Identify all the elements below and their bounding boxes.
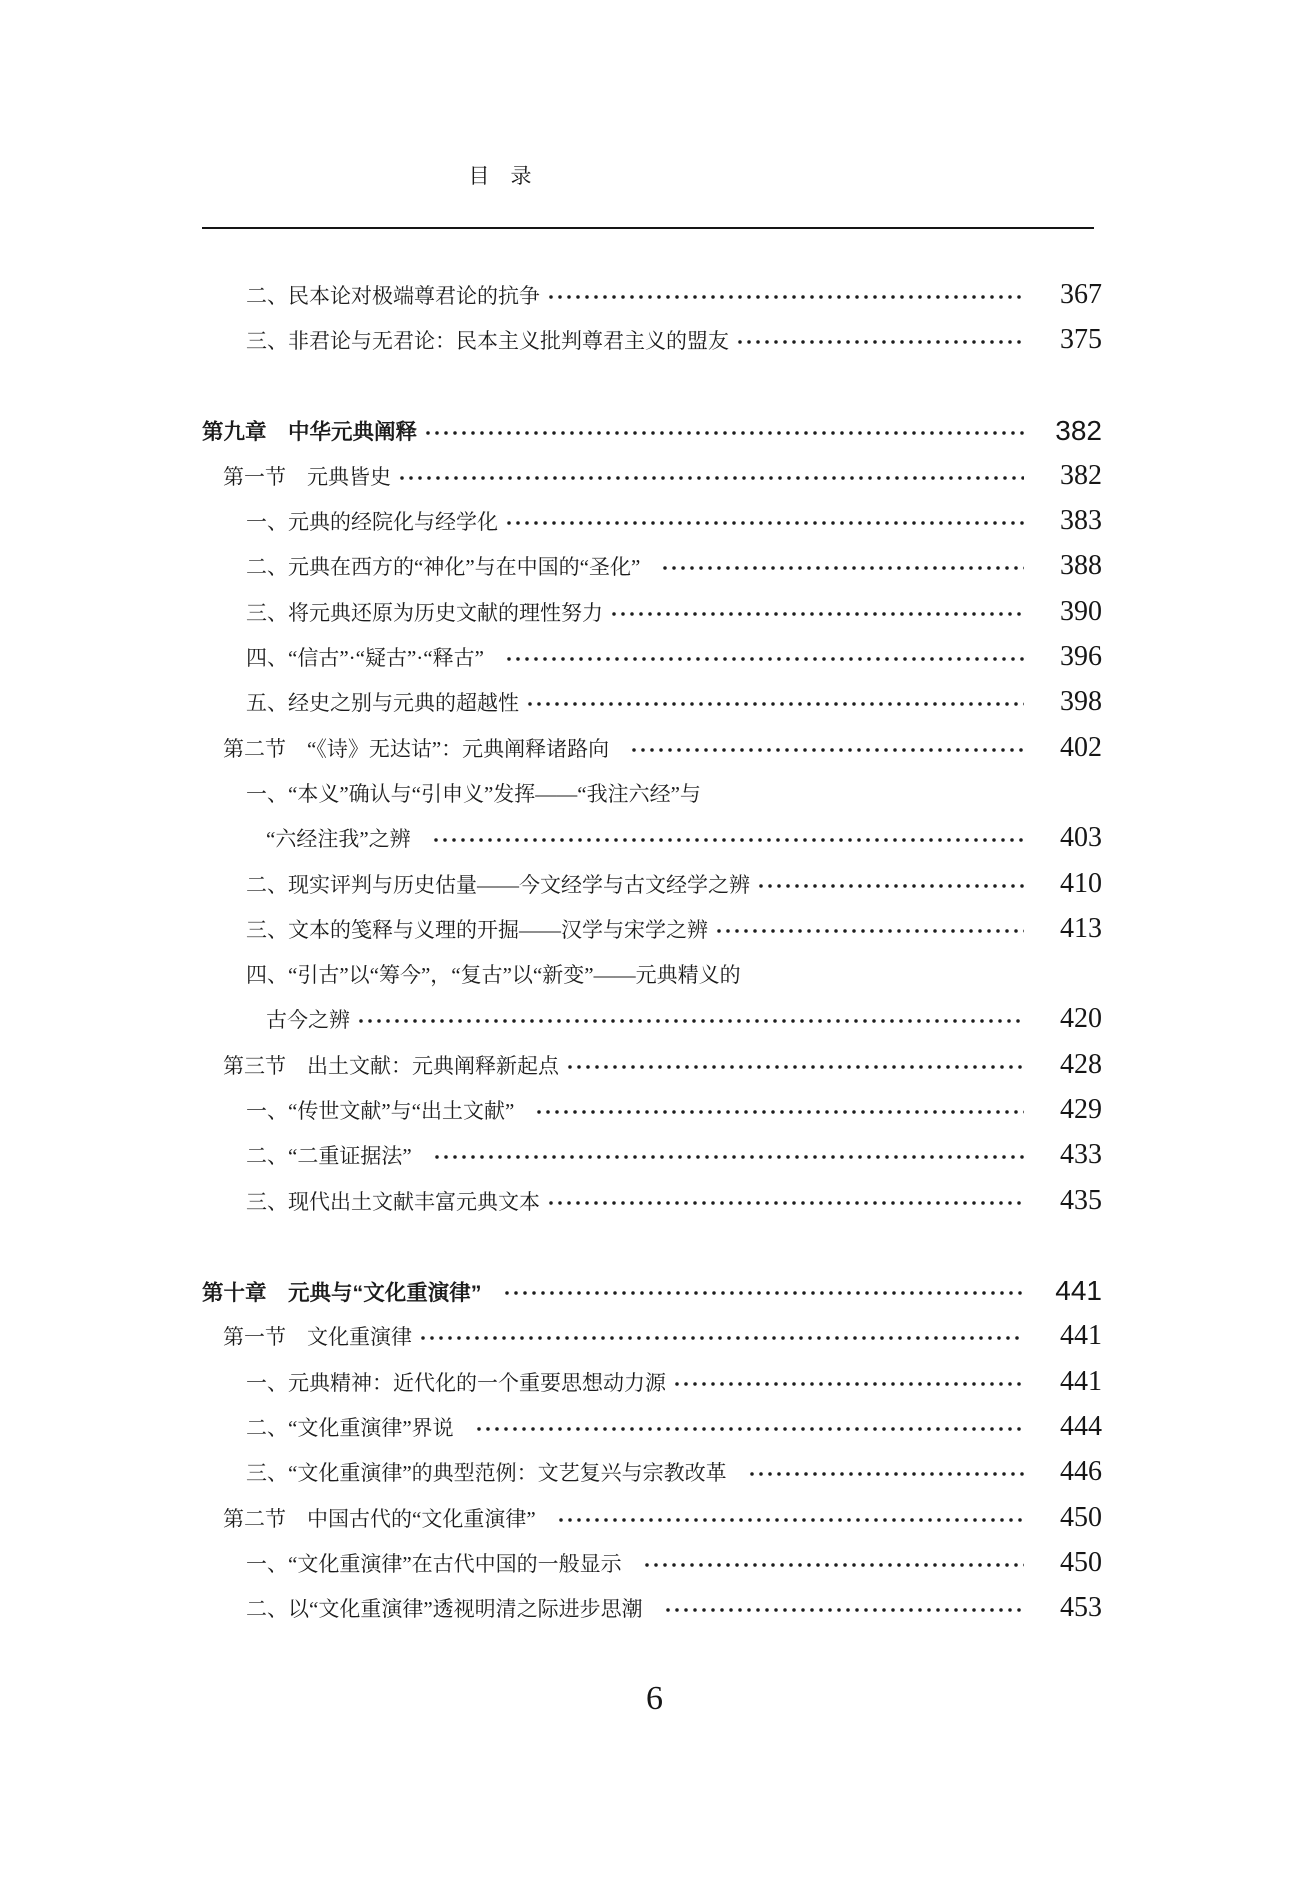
- toc-entry: [200, 1178, 1102, 1223]
- toc-entry-page: 410: [1060, 867, 1102, 899]
- toc-entry-page: 429: [1060, 1093, 1102, 1125]
- toc-entry-text: 第三节 出土文献：元典阐释新起点: [223, 1053, 559, 1078]
- toc-entry: [200, 453, 1102, 498]
- toc-entry-page: 450: [1060, 1546, 1102, 1578]
- dotted-leader: [548, 1200, 1024, 1206]
- toc-entry: [200, 1540, 1102, 1585]
- page-title: 目 录: [468, 164, 532, 188]
- dotted-leader: [420, 1335, 1024, 1341]
- toc-entry-text: 三、“文化重演律”的典型范例：文艺复兴与宗教改革: [246, 1461, 727, 1486]
- toc-entry-text: 四、“引古”以“筹今”，“复古”以“新变”——元典精义的: [246, 963, 741, 988]
- dotted-leader: [749, 1471, 1024, 1477]
- toc-entry: [200, 1042, 1102, 1087]
- toc-entry-text: 二、以“文化重演律”透视明清之际进步思潮: [246, 1597, 643, 1622]
- toc-entry-text: 一、元典的经院化与经学化: [246, 510, 498, 535]
- toc-entry-text: 二、现实评判与历史估量——今文经学与古文经学之辨: [246, 872, 750, 897]
- toc-entry-text: 四、“信古”·“疑古”·“释古”: [246, 646, 484, 671]
- toc-entry: [200, 544, 1102, 589]
- toc-entry-page: 388: [1060, 550, 1102, 582]
- footer-page-number: 6: [646, 1680, 663, 1717]
- dotted-leader: [737, 339, 1024, 345]
- dotted-leader: [433, 837, 1024, 843]
- toc-entry: [200, 1450, 1102, 1495]
- toc-entry: [200, 725, 1102, 770]
- dotted-leader: [536, 1109, 1024, 1115]
- toc-entry-text: 三、非君论与无君论：民本主义批判尊君主义的盟友: [246, 328, 729, 353]
- toc-entry-page: 435: [1060, 1184, 1102, 1216]
- toc-entry: [200, 272, 1102, 317]
- toc-entry-page: 441: [1060, 1320, 1102, 1352]
- toc-entry: [200, 1359, 1102, 1404]
- dotted-leader: [548, 294, 1024, 300]
- toc-entry-text: 第九章 中华元典阐释: [202, 420, 418, 445]
- toc-entry-page: 441: [1060, 1365, 1102, 1397]
- toc-entry: [200, 997, 1102, 1042]
- toc-entry-page: 383: [1060, 505, 1102, 537]
- toc-entry-text: 第十章 元典与“文化重演律”: [202, 1280, 482, 1305]
- dotted-leader: [476, 1426, 1024, 1432]
- dotted-leader: [527, 701, 1024, 707]
- dotted-leader: [558, 1517, 1024, 1523]
- toc-entry: [200, 317, 1102, 362]
- toc-entry: [200, 951, 1102, 996]
- toc-entry-page: 403: [1060, 822, 1102, 854]
- toc-entry-text: 第二节 中国古代的“文化重演律”: [223, 1506, 536, 1531]
- toc-entry-page: 402: [1060, 731, 1102, 763]
- toc-entry: [200, 1586, 1102, 1631]
- toc-entry-text: 三、现代出土文献丰富元典文本: [246, 1189, 540, 1214]
- dotted-leader: [644, 1562, 1024, 1568]
- toc-entry-text: 二、“文化重演律”界说: [246, 1416, 454, 1441]
- dotted-leader: [662, 565, 1024, 571]
- dotted-leader: [506, 656, 1024, 662]
- toc-entry-text: 一、“传世文献”与“出土文献”: [246, 1098, 515, 1123]
- toc-entry-text: 二、元典在西方的“神化”与在中国的“圣化”: [246, 555, 641, 580]
- toc-entry-page: 450: [1060, 1501, 1102, 1533]
- toc-entry: [200, 1404, 1102, 1449]
- toc-entry-text: 第一节 文化重演律: [223, 1325, 412, 1350]
- dotted-leader: [567, 1064, 1024, 1070]
- dotted-leader: [611, 611, 1024, 617]
- header-rule: [202, 227, 1094, 229]
- toc-entry: [200, 770, 1102, 815]
- toc-entry-page: 367: [1060, 278, 1102, 310]
- toc-entry: [200, 1314, 1102, 1359]
- toc-entry: [200, 861, 1102, 906]
- dotted-leader: [758, 883, 1024, 889]
- toc-entry-text: 第一节 元典皆史: [223, 464, 391, 489]
- toc-entry: [200, 589, 1102, 634]
- dotted-leader: [631, 747, 1024, 753]
- toc-entry: [200, 498, 1102, 543]
- dotted-leader: [665, 1607, 1024, 1613]
- toc-entry-page: 444: [1060, 1411, 1102, 1443]
- dotted-leader: [506, 520, 1024, 526]
- dotted-leader: [399, 475, 1024, 481]
- toc-entry-page: 441: [1055, 1275, 1102, 1307]
- toc-entry-page: 375: [1060, 323, 1102, 355]
- toc-entry-page: 413: [1060, 912, 1102, 944]
- toc-entry-text: 二、民本论对极端尊君论的抗争: [246, 283, 540, 308]
- toc-entry-page: 382: [1055, 414, 1102, 446]
- toc-entry: [200, 1133, 1102, 1178]
- toc-entry-page: 420: [1060, 1003, 1102, 1035]
- toc-entry-text: 第二节 “《诗》无达诂”：元典阐释诸路向: [223, 736, 610, 761]
- toc-entry-page: 398: [1060, 686, 1102, 718]
- toc-entry-text: 二、“二重证据法”: [246, 1144, 412, 1169]
- toc-entry-page: 390: [1060, 595, 1102, 627]
- toc-entry: [200, 680, 1102, 725]
- toc-entry: [200, 1269, 1102, 1314]
- dotted-leader: [674, 1381, 1024, 1387]
- toc-entry-page: 446: [1060, 1456, 1102, 1488]
- toc-entry-text: “六经注我”之辨: [266, 827, 411, 852]
- toc-entry-text: 三、文本的笺释与义理的开掘——汉学与宋学之辨: [246, 917, 708, 942]
- toc-entries: [200, 272, 1102, 1631]
- dotted-leader: [425, 430, 1024, 436]
- toc-entry: [200, 906, 1102, 951]
- dotted-leader: [358, 1018, 1024, 1024]
- toc-entry-page: 396: [1060, 641, 1102, 673]
- toc-entry-text: 一、“文化重演律”在古代中国的一般显示: [246, 1551, 622, 1576]
- toc-entry: [200, 408, 1102, 453]
- toc-entry-text: 古今之辨: [266, 1008, 350, 1033]
- toc-entry: [200, 634, 1102, 679]
- toc-entry-page: 433: [1060, 1139, 1102, 1171]
- toc-entry: [200, 1495, 1102, 1540]
- toc-entry: [200, 816, 1102, 861]
- dotted-leader: [716, 928, 1024, 934]
- toc-entry: [200, 1087, 1102, 1132]
- toc-entry-text: 三、将元典还原为历史文献的理性努力: [246, 600, 603, 625]
- dotted-leader: [434, 1154, 1024, 1160]
- toc-entry-page: 453: [1060, 1592, 1102, 1624]
- dotted-leader: [504, 1290, 1024, 1296]
- toc-entry-text: 一、“本义”确认与“引申义”发挥——“我注六经”与: [246, 781, 701, 806]
- toc-entry-page: 382: [1060, 459, 1102, 491]
- toc-entry-page: 428: [1060, 1048, 1102, 1080]
- toc-entry-text: 五、经史之别与元典的超越性: [246, 691, 519, 716]
- toc-entry-text: 一、元典精神：近代化的一个重要思想动力源: [246, 1370, 666, 1395]
